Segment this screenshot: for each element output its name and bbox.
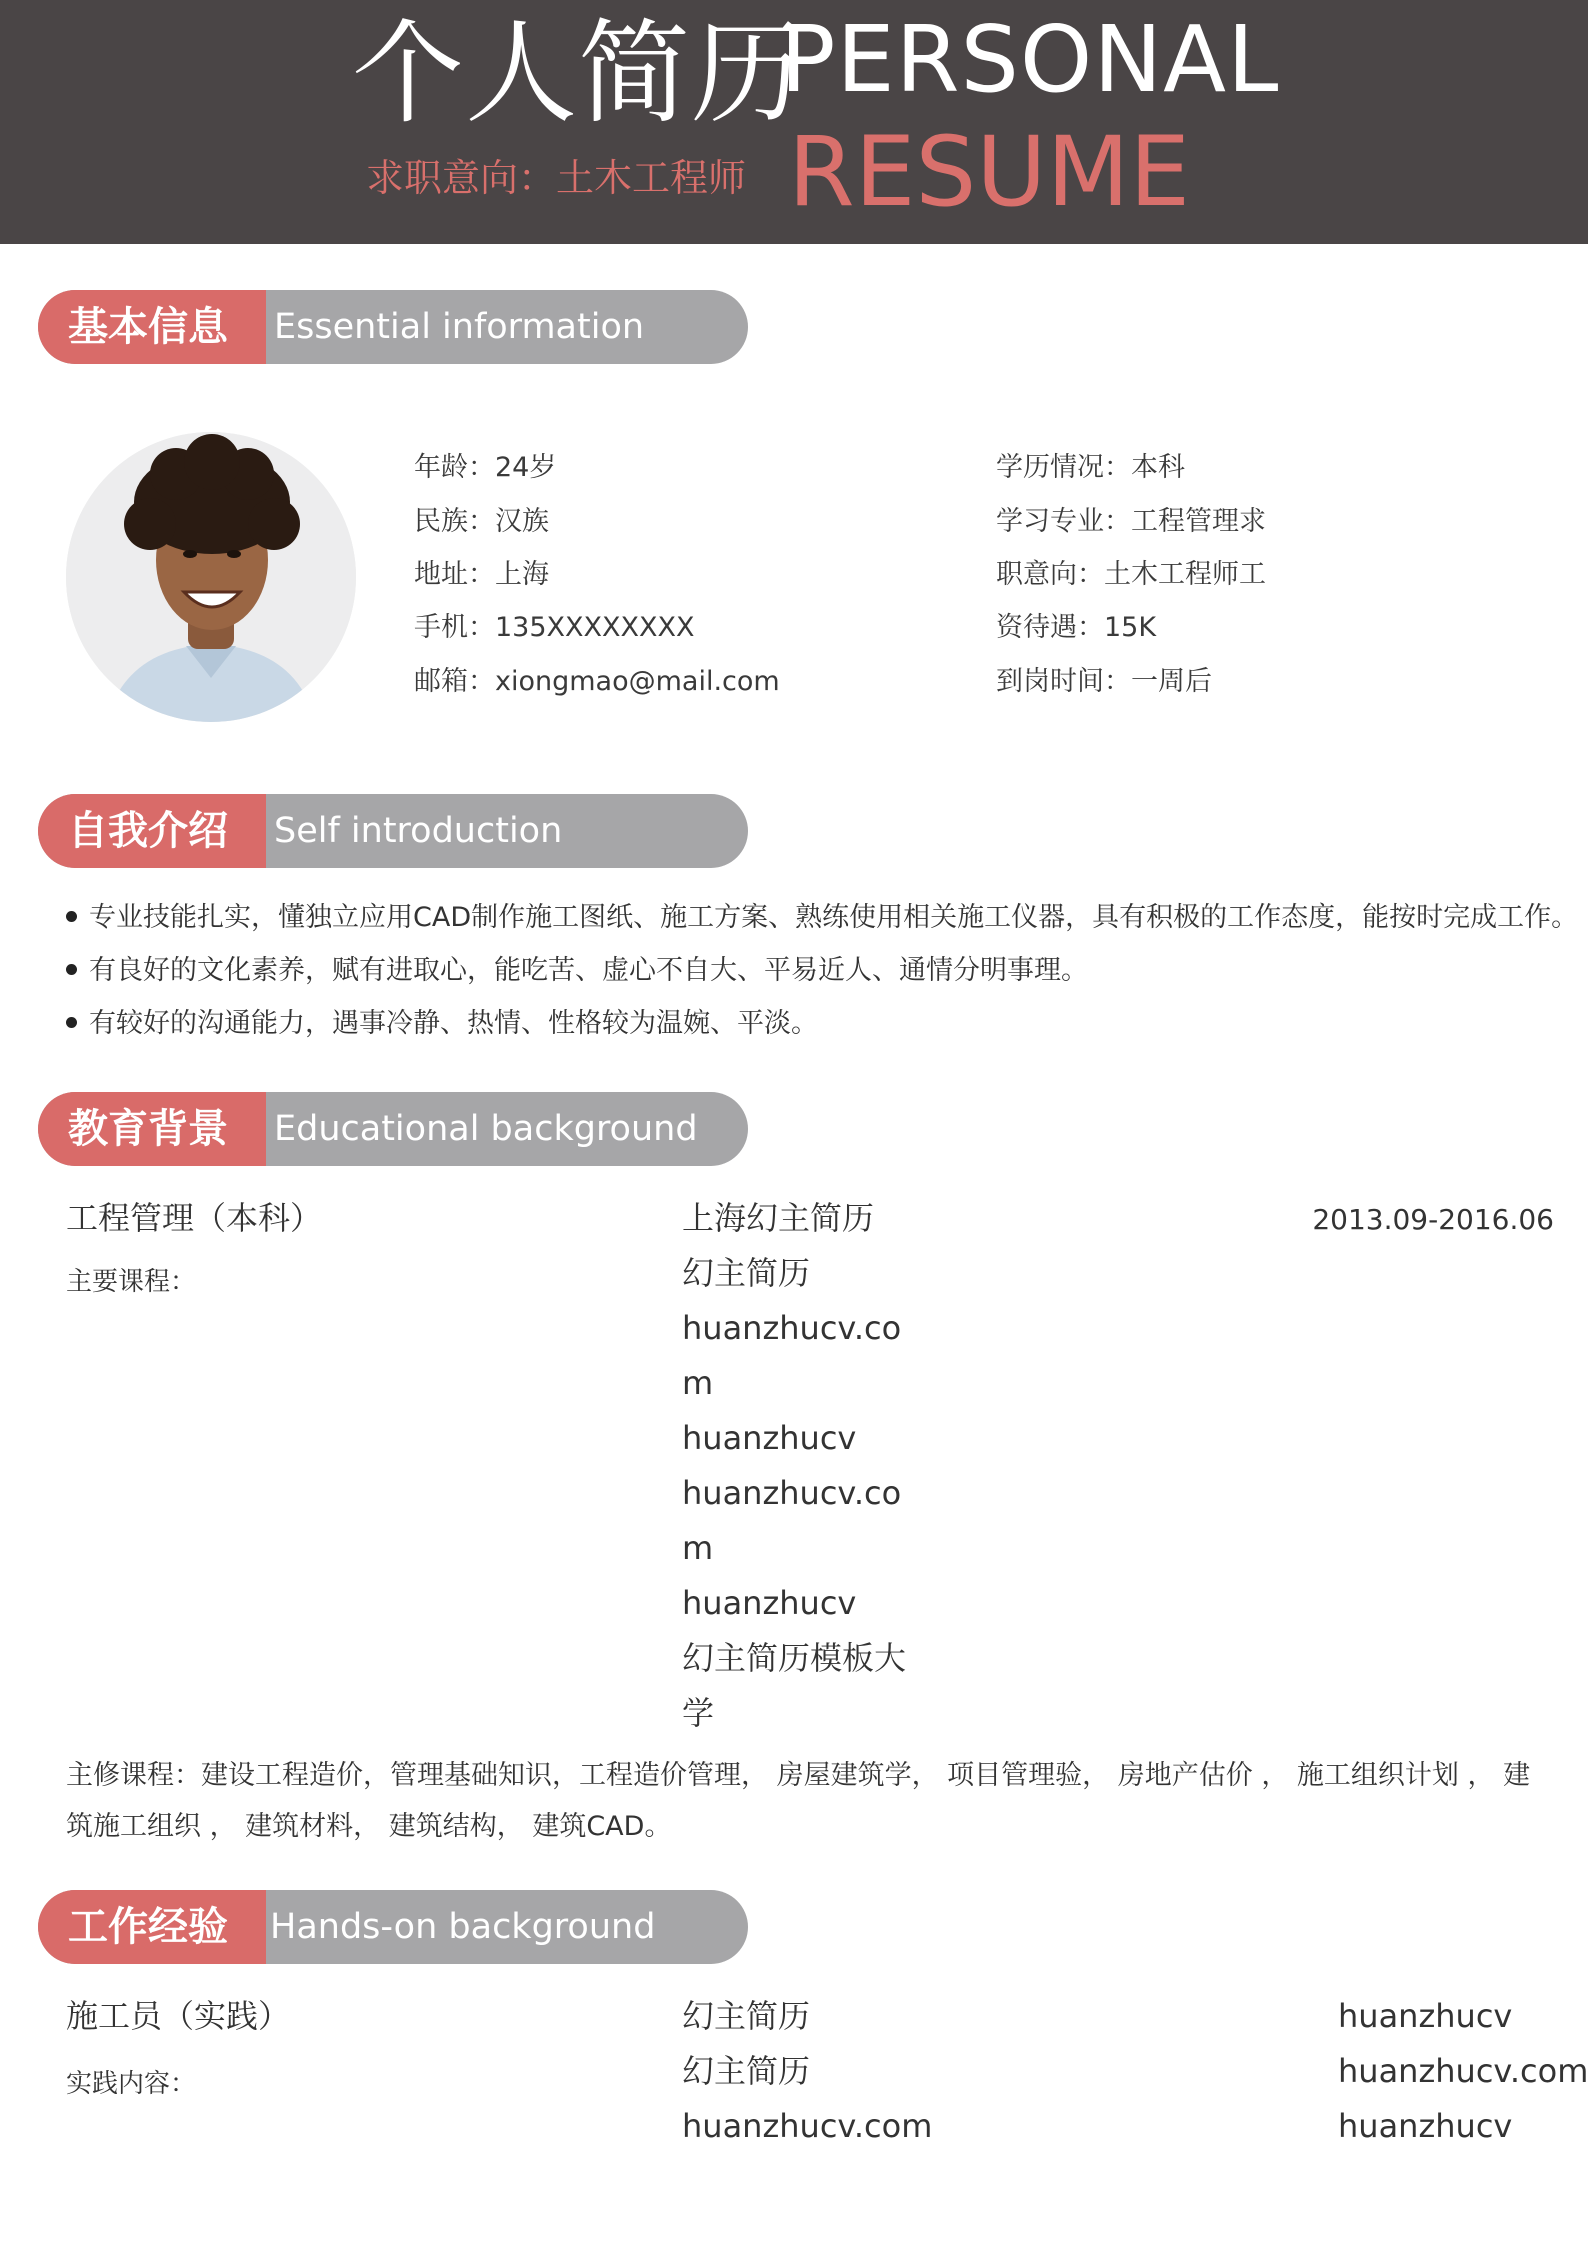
education-school-line: m — [682, 1529, 714, 1567]
section-basic-info-bar — [38, 290, 748, 364]
intro-item-text: 有较好的沟通能力，遇事冷静、热情、性格较为温婉、平淡。 — [89, 1008, 818, 1039]
work-position: 施工员（实践） — [66, 1997, 291, 2035]
education-school-line: huanzhucv — [682, 1419, 857, 1457]
work-content-label: 实践内容： — [66, 2069, 197, 2099]
bullet-icon — [66, 964, 77, 975]
info-salary: 资待遇：15K — [996, 612, 1157, 643]
bullet-icon — [66, 1017, 77, 1028]
profile-photo-image — [66, 432, 356, 722]
info-address: 地址：上海 — [414, 559, 549, 590]
work-middle-line: 幻主简历 — [682, 2052, 811, 2090]
education-major: 工程管理（本科） — [66, 1199, 323, 1237]
section-self-intro-title-cn: 自我介绍 — [68, 808, 228, 854]
education-school-line: 学 — [682, 1694, 715, 1732]
education-school-line: huanzhucv.co — [682, 1309, 902, 1347]
info-education-level: 学历情况：本科 — [996, 452, 1185, 483]
section-basic-info-title-cn: 基本信息 — [68, 304, 228, 350]
info-phone: 手机：135XXXXXXXX — [414, 612, 695, 643]
intro-item — [66, 900, 1578, 936]
education-date: 2013.09-2016.06 — [1312, 1203, 1554, 1236]
info-age: 年龄：24岁 — [414, 452, 557, 483]
job-intent: 求职意向：土木工程师 — [366, 156, 747, 200]
section-work-title-en: Hands-on background — [270, 1907, 656, 1947]
section-education-title-en: Educational background — [274, 1109, 698, 1149]
education-courses: 主修课程：建设工程造价，管理基础知识，工程造价管理， 房屋建筑学， 项目管理验， 房地产估价 ， 施工组织计划 ， 建筑施工组织 ， 建筑材料， 建筑结构， 建筑CAD。 — [66, 1760, 1531, 1842]
work-right-line: huanzhucv — [1338, 1997, 1513, 2035]
education-school-line: huanzhucv — [682, 1584, 857, 1622]
intro-item — [66, 1006, 818, 1042]
work-right-line: huanzhucv.com — [1338, 2052, 1588, 2090]
section-work-title-cn: 工作经验 — [68, 1904, 228, 1950]
education-school-line: 上海幻主简历 — [682, 1199, 875, 1237]
work-middle-line: huanzhucv.com — [682, 2107, 933, 2145]
resume-title-en-resume: RESUME — [788, 116, 1191, 228]
section-self-intro-bar — [38, 794, 748, 868]
resume-header — [0, 0, 1588, 244]
intro-item-text: 有良好的文化素养，赋有进取心，能吃苦、虚心不自大、平易近人、通情分明事理。 — [89, 955, 1088, 986]
education-school-line: 幻主简历 — [682, 1254, 811, 1292]
resume-title-en-personal: PERSONAL — [780, 6, 1280, 113]
education-courses-label: 主要课程： — [66, 1267, 197, 1297]
education-school-line: huanzhucv.co — [682, 1474, 902, 1512]
resume-title-cn: 个人简历 — [352, 9, 804, 139]
section-work-bar — [38, 1890, 748, 1964]
work-middle-line: 幻主简历 — [682, 1997, 811, 2035]
work-right-line: huanzhucv — [1338, 2107, 1513, 2145]
education-school-line: 幻主简历模板大 — [682, 1639, 907, 1677]
profile-photo — [66, 432, 356, 722]
info-email: 邮箱：xiongmao@mail.com — [414, 666, 780, 697]
intro-item — [66, 953, 1088, 989]
section-education-bar — [38, 1092, 748, 1166]
intro-item-text: 专业技能扎实，懂独立应用CAD制作施工图纸、施工方案、熟练使用相关施工仪器，具有积极的工作态度，能按时完成工作。 — [89, 902, 1579, 933]
section-self-intro-title-en: Self introduction — [274, 811, 563, 851]
bullet-icon — [66, 911, 77, 922]
education-school-line: m — [682, 1364, 714, 1402]
info-job-intent: 职意向：土木工程师工 — [996, 559, 1266, 590]
section-basic-info-title-en: Essential information — [274, 307, 645, 347]
info-start-time: 到岗时间：一周后 — [996, 666, 1212, 697]
section-education-title-cn: 教育背景 — [68, 1106, 228, 1152]
info-ethnicity: 民族：汉族 — [414, 506, 549, 537]
info-major: 学习专业：工程管理求 — [996, 506, 1266, 537]
